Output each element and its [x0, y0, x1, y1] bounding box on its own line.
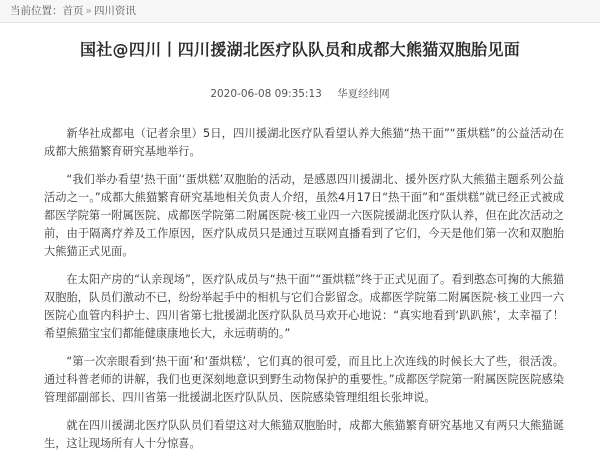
breadcrumb-home-link[interactable]: 首页	[62, 5, 84, 17]
article-body	[0, 125, 600, 453]
article-title: 国社@四川丨四川援湖北医疗队队员和成都大熊猫双胞胎见面	[79, 40, 521, 59]
article-paragraph-5: 就在四川援湖北医疗队队员们看望这对大熊猫双胞胎时，成都大熊猫繁育研究基地又有两只大熊猫诞生，这让现场所有人十分惊喜。	[44, 419, 564, 450]
article-meta	[0, 86, 600, 101]
article-paragraph-2: “我们举办看望‘热干面’‘蛋烘糕’双胞胎的活动，是感恩四川援湖北、援外医疗队大熊猫主题系列公益活动之一。”成都大熊猫繁育研究基地相关负责人介绍，虽然4月17日“热干面”和“蛋烘糕”就已经正式被成都医学院第一附属医院、成都医学院第二附属医院·核工业四一六医院援湖北医疗队认养，但在此次活动之前，由于隔离疗养及工作原因，医疗队成员只是通过互联网直播看到了它们，今天是他们第一次和双胞胎大熊猫正式见面。	[44, 173, 564, 258]
article-source: 华夏经纬网	[337, 88, 390, 100]
article-paragraph-1: 新华社成都电（记者余里）5日，四川援湖北医疗队看望认养大熊猫“热干面”“蛋烘糕”的公益活动在成都大熊猫繁育研究基地举行。	[44, 127, 564, 158]
breadcrumb-section-link[interactable]: 四川资讯	[93, 5, 136, 17]
article-paragraph-3: 在太阳产房的“认亲现场”，医疗队成员与“热干面”“蛋烘糕”终于正式见面了。看到憨态可掬的大熊猫双胞胎，队员们激动不已，纷纷举起手中的相机与它们合影留念。成都医学院第二附属医院·核工业四一六医院心血管内科护士、四川省第七批援湖北医疗队队员马欢开心地说：“真实地看到‘趴趴熊’，太幸福了！希望熊猫宝宝们都能健康康地长大，永远萌萌的。”	[44, 273, 564, 340]
breadcrumb-separator: »	[85, 5, 92, 17]
article-datetime: 2020-06-08 09:35:13	[210, 88, 322, 100]
article-paragraph-4: “第一次亲眼看到‘热干面’和‘蛋烘糕’，它们真的很可爱，而且比上次连线的时候长大了些，很活泼。通过科普老师的讲解，我们也更深刻地意识到野生动物保护的重要性。”成都医学院第一附属医院医院感染管理部副部长、四川省第一批援湖北医疗队队员、医院感染管理组组长张坤说。	[44, 355, 564, 404]
breadcrumb-label: 当前位置：	[10, 5, 63, 17]
breadcrumb	[0, 0, 600, 23]
